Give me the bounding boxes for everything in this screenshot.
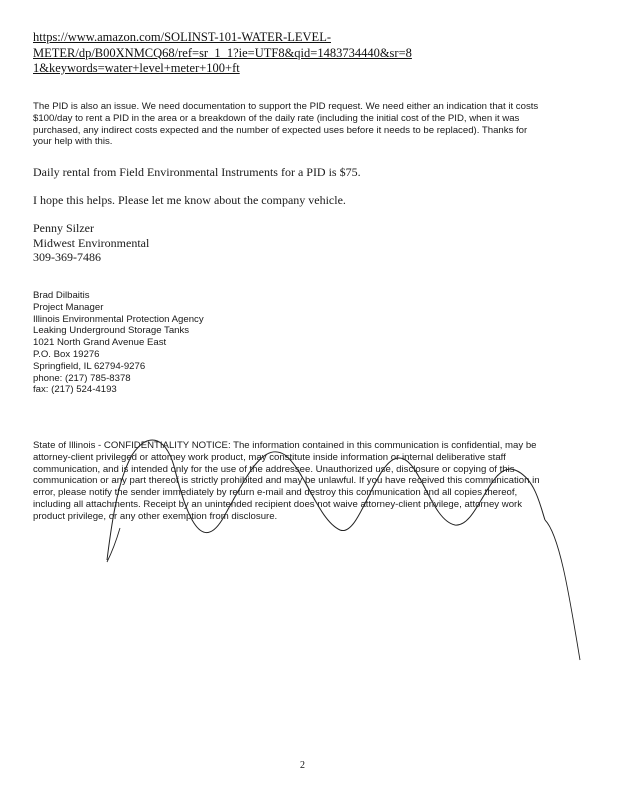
notice-line: communication, and is intended only for the use of the addressee. Unauthorized use, disclosure or copying of this xyxy=(33,463,515,475)
contact-phone: phone: (217) 785-8378 xyxy=(33,372,131,384)
paragraph-line: $100/day to rent a PID in the area or a breakdown of the daily rate (including the initial cost of the PID, when it was xyxy=(33,112,520,124)
url-line[interactable]: 1&keywords=water+level+meter+100+ft xyxy=(33,61,240,75)
contact-agency: Illinois Environmental Protection Agency xyxy=(33,313,204,325)
paragraph-line: your help with this. xyxy=(33,136,113,148)
notice-line: including all attachments. Receipt by an unintended recipient does not waive attorney-client privilege, attorney work xyxy=(33,498,523,510)
notice-line: product privilege, or any other exemption from disclosure. xyxy=(33,510,278,522)
notice-line: State of Illinois - CONFIDENTIALITY NOTICE: The information contained in this communication is confidential, may be xyxy=(33,440,537,451)
notice-line: attorney-client privileged or attorney work product, may constitute inside information or internal deliberative staff xyxy=(33,451,506,463)
scribble-start xyxy=(107,528,120,562)
contact-title: Project Manager xyxy=(33,301,104,313)
contact-pobox: P.O. Box 19276 xyxy=(33,348,100,360)
notice-line: communication or any part thereof is strictly prohibited and may be unlawful. If you have received this communication in xyxy=(33,475,540,487)
contact-fax: fax: (217) 524-4193 xyxy=(33,384,117,396)
contact-street: 1021 North Grand Avenue East xyxy=(33,337,167,349)
contact-city: Springfield, IL 62794-9276 xyxy=(33,360,146,372)
signature-name: Penny Silzer xyxy=(33,221,94,235)
pid-paragraph xyxy=(33,101,593,148)
url-line[interactable]: METER/dp/B00XNMCQ68/ref=sr_1_1?ie=UTF8&qid=1483734440&sr=8 xyxy=(33,45,412,60)
contact-block xyxy=(33,290,204,396)
confidentiality-notice xyxy=(33,440,593,523)
hope-line: I hope this helps. Please let me know about the company vehicle. xyxy=(33,193,346,207)
signature-block xyxy=(33,221,149,265)
page-number: 2 xyxy=(300,760,305,771)
contact-division: Leaking Underground Storage Tanks xyxy=(33,325,190,337)
url-line[interactable]: https://www.amazon.com/SOLINST-101-WATER-LEVEL- xyxy=(33,30,331,44)
scribble-tail xyxy=(545,520,580,660)
paragraph-line: The PID is also an issue. We need documentation to support the PID request. We need either an indication that it costs xyxy=(33,101,539,112)
paragraph-line: purchased, any indirect costs expected and the number of expected uses before it needs to be replaced). Thanks for xyxy=(33,124,528,136)
signature-company: Midwest Environmental xyxy=(33,235,150,250)
contact-name: Brad Dilbaitis xyxy=(33,290,90,301)
product-link[interactable] xyxy=(33,30,593,77)
notice-line: error, please notify the sender immediately by return e-mail and destroy this communication and all copies thereof, xyxy=(33,487,518,499)
signature-phone: 309-369-7486 xyxy=(33,250,101,264)
rental-line: Daily rental from Field Environmental Instruments for a PID is $75. xyxy=(33,165,361,179)
